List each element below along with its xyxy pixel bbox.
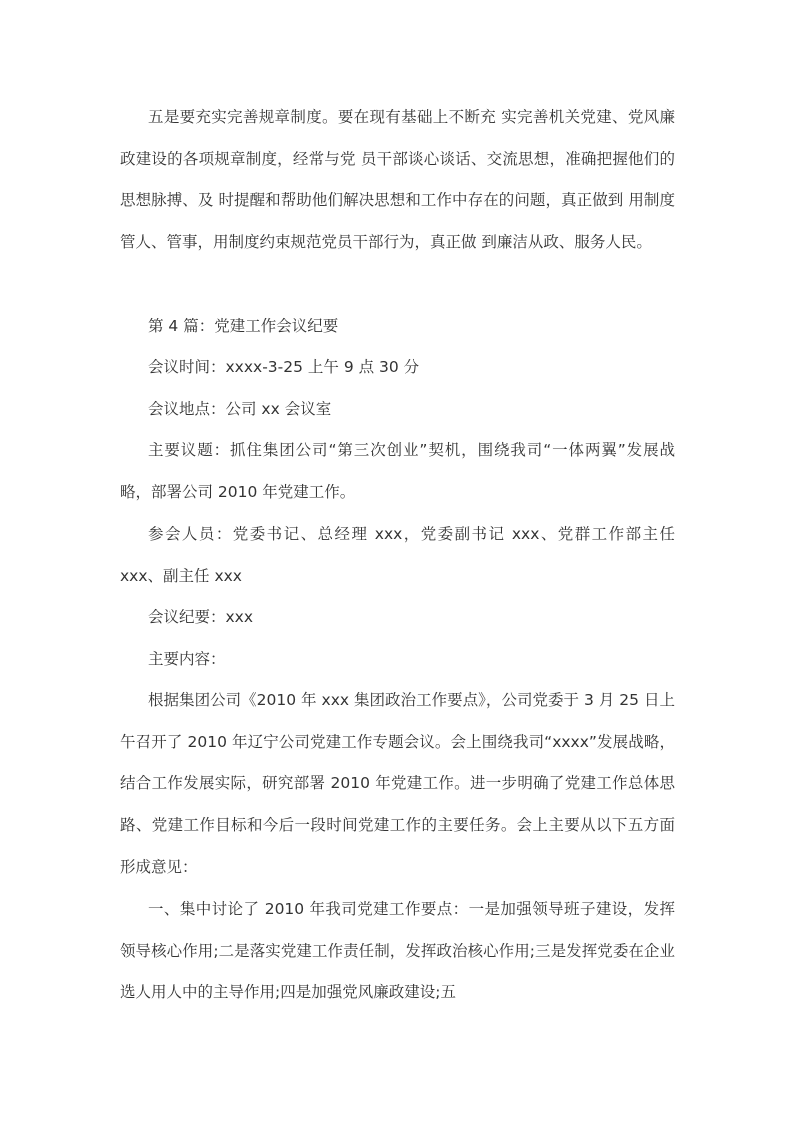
- paragraph-point-one: 一、集中讨论了 2010 年我司党建工作要点：一是加强领导班子建设，发挥领导核心作用;二是落实党建工作责任制，发挥政治核心作用;三是发挥党委在企业选人用人中的主导作用;四是加强党风廉政建设;五: [120, 900, 675, 1002]
- meeting-topic: 主要议题：抓住集团公司“第三次创业”契机，围绕我司“一体两翼”发展战略，部署公司 2010 年党建工作。: [120, 441, 675, 501]
- paragraph-rules-system: 五是要充实完善规章制度。要在现有基础上不断充 实完善机关党建、党风廉政建设的各项规章制度，经常与党 员干部谈心谈话、交流思想，准确把握他们的思想脉搏、及 时提醒和帮助他们解决思想和工作中存在的问题，真正做到 用制度管人、管事，用制度约束规范党员干部行为，真正做 到廉洁从政、服务人民。: [120, 108, 675, 252]
- paragraph-meeting-summary: 根据集团公司《2010 年 xxx 集团政治工作要点》，公司党委于 3 月 25 日上午召开了 2010 年辽宁公司党建工作专题会议。会上围绕我司“xxxx”发展战略，结合工作发展实际，研究部署 2010 年党建工作。进一步明确了党建工作总体思路、党建工作目标和今后一段时间党建工作的主要任务。会上主要从以下五方面形成意见：: [120, 691, 675, 876]
- meeting-attendees: 参会人员：党委书记、总经理 xxx，党委副书记 xxx、党群工作部主任 xxx、副主任 xxx: [120, 525, 675, 585]
- meeting-location: 会议地点：公司 xx 会议室: [148, 400, 332, 418]
- main-content-label: 主要内容：: [148, 650, 226, 668]
- meeting-recorder: 会议纪要：xxx: [148, 608, 254, 626]
- meeting-time: 会议时间：xxxx-3-25 上午 9 点 30 分: [148, 358, 420, 376]
- section-heading: 第 4 篇：党建工作会议纪要: [148, 317, 339, 335]
